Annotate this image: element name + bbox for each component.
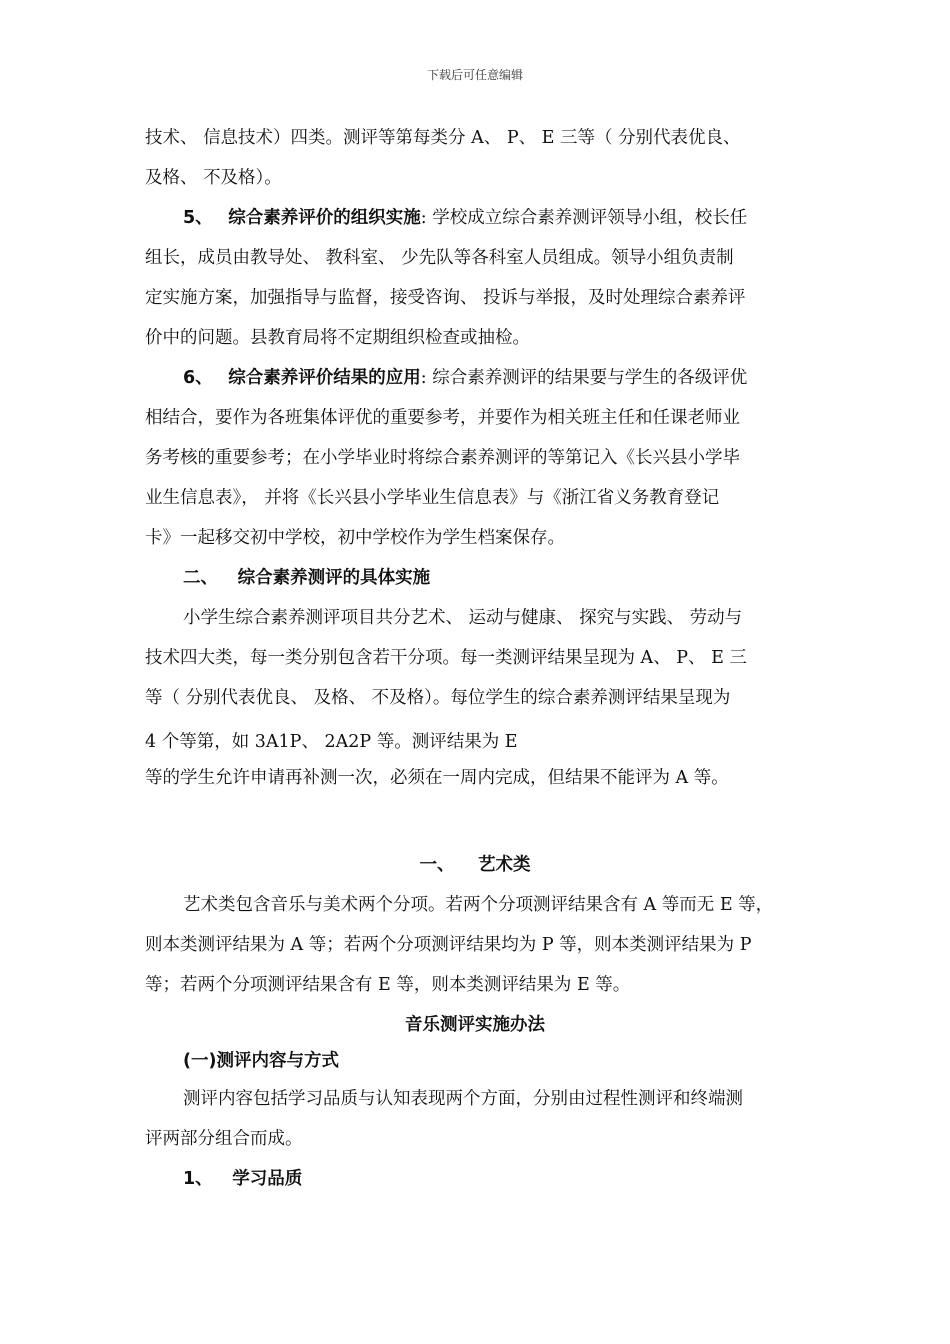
art-heading [0,853,950,877]
paragraph-line: 卡》一起移交初中学校，初中学校作为学生档案保存。 [145,528,565,548]
section-title: 学习品质 [232,1169,303,1189]
subsection-heading: (一)测评内容与方式 [183,1051,339,1071]
page-header: 下载后可任意编辑 [426,68,523,82]
paragraph-line: 4 个等第，如 3A1P、 2A2P 等。测评结果为 E [145,732,518,752]
section-5-heading [183,206,747,230]
paragraph-line: 等（ 分别代表优良、 及格、 不及格）。每位学生的综合素养测评结果呈现为 [145,688,731,708]
paragraph-line: 务考核的重要参考；在小学毕业时将综合素养测评的等第记入《长兴县小学毕 [145,448,740,468]
paragraph-line: 艺术类包含音乐与美术两个分项。若两个分项测评结果含有 A 等而无 E 等， [183,895,774,915]
paragraph-line: 等的学生允许申请再补测一次，必须在一周内完成，但结果不能评为 A 等。 [145,768,729,788]
music-title: 音乐测评实施办法 [405,1015,545,1035]
paragraph-line: 等；若两个分项测评结果含有 E 等，则本类测评结果为 E 等。 [145,975,631,995]
paragraph-line: 价中的问题。县教育局将不定期组织检查或抽检。 [145,328,530,348]
paragraph-text: : 学校成立综合素养测评领导小组，校长任 [420,208,748,228]
paragraph-line: 则本类测评结果为 A 等；若两个分项测评结果均为 P 等，则本类测评结果为 P [145,935,752,955]
paragraph-line: 小学生综合素养测评项目共分艺术、 运动与健康、 探究与实践、 劳动与 [183,608,743,628]
section-title: 综合素养测评的具体实施 [237,568,431,588]
paragraph-text: : 综合素养测评的结果要与学生的各级评优 [420,368,748,388]
section-title: 综合素养评价结果的应用 [228,368,421,388]
paragraph-line: 技术四大类，每一类分别包含若干分项。每一类测评结果呈现为 A、 P、 E 三 [145,648,747,668]
section-6-heading [183,366,747,390]
paragraph-line: 技术、 信息技术）四类。测评等第每类分 A、 P、 E 三等（ 分别代表优良、 [145,128,741,148]
paragraph-line: 定实施方案，加强指导与监督，接受咨询、 投诉与举报，及时处理综合素养评 [145,288,746,308]
section-number: 二、 [183,568,218,588]
section-title: 综合素养评价的组织实施 [228,208,421,228]
paragraph-line: 及格、 不及格）。 [145,168,282,188]
paragraph-line: 相结合，要作为各班集体评优的重要参考，并要作为相关班主任和任课老师业 [145,408,740,428]
section-number: 1、 [183,1169,213,1189]
section-2-heading [183,566,430,590]
paragraph-line: 业生信息表》， 并将《长兴县小学毕业生信息表》与《浙江省义务教育登记 [145,488,720,508]
section-number: 6、 [183,368,213,388]
section-number: 5、 [183,208,213,228]
paragraph-line: 测评内容包括学习品质与认知表现两个方面，分别由过程性测评和终端测 [183,1089,743,1109]
paragraph-line: 评两部分组合而成。 [145,1129,303,1149]
item-1-heading [183,1167,302,1191]
paragraph-line: 组长，成员由教导处、 教科室、 少先队等各科室人员组成。领导小组负责制 [145,248,734,268]
section-title: 艺术类 [478,855,531,875]
section-number: 一、 [419,855,455,875]
